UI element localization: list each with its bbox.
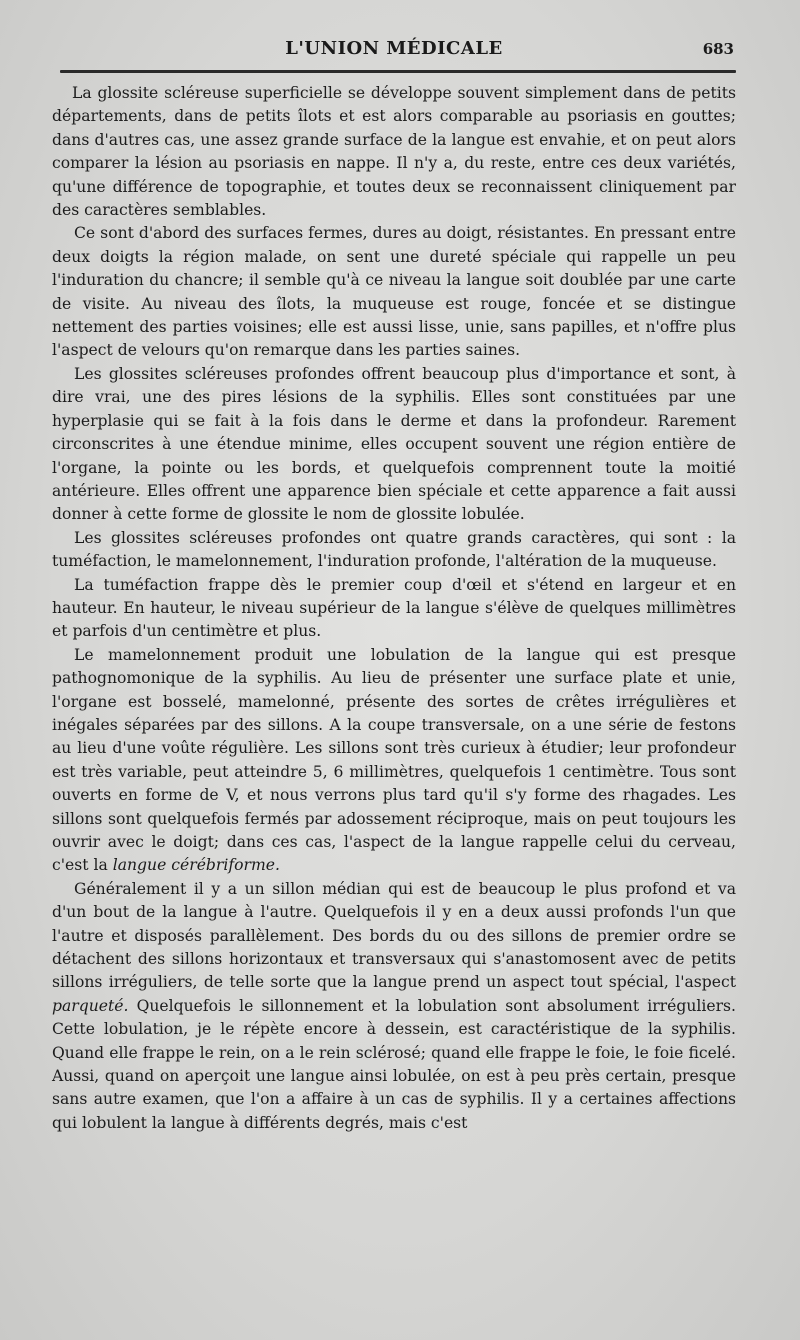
italic-langue-cerebriforme: langue cérébriforme. <box>112 856 280 875</box>
paragraph-7 <box>52 878 736 1135</box>
document-page <box>52 0 736 1340</box>
paragraph-5: La tuméfaction frappe dès le premier coup d'œil et s'étend en largeur et en hauteur. En hauteur, le niveau supérieur de la langue s'élève de quelques millimètres et parfois d'un centimètre et plus. <box>52 575 736 641</box>
paragraph-7-text: Généralement il y a un sillon médian qui est de beaucoup le plus profond et va d'un bout de la langue à l'autre. Quelquefois il y en a deux aussi profonds l'un que l'autre et disposés parallèlement. Des bords du ou des sillons de premier ordre se détachent des sillons horizontaux et transversaux qui s'anastomosent avec de petits sillons irréguliers, de telle sorte que la langue prend un aspect tout spécial, l'aspect <box>52 879 736 992</box>
paragraph-3: Les glossites scléreuses profondes offrent beaucoup plus d'importance et sont, à dire vrai, une des pires lésions de la syphilis. Elles sont constituées par une hyperplasie qui se fait à la fois dans le derme et dans la profondeur. Rarement circonscrites à une étendue minime, elles occupent souvent une région entière de l'organe, la pointe ou les bords, et quelquefois comprennent toute la moitié antérieure. Elles offrent une apparence bien spéciale et cette apparence a fait aussi donner à cette forme de glossite le nom de glossite lobulée. <box>52 364 736 524</box>
paragraph-4: Les glossites scléreuses profondes ont quatre grands caractères, qui sont : la tuméfaction, le mamelonnement, l'induration profonde, l'altération de la muqueuse. <box>52 528 736 571</box>
paragraph-6 <box>52 644 736 878</box>
paragraph-6-text: Le mamelonnement produit une lobulation de la langue qui est presque pathognomonique de la syphilis. Au lieu de présenter une surface plate et unie, l'organe est bosselé, mamelonné, présente des sortes de crêtes irrégulières et inégales séparées par des sillons. A la coupe transversale, on a une série de festons au lieu d'une voûte régulière. Les sillons sont très curieux à étudier; leur profondeur est très variable, peut atteindre 5, 6 millimètres, quelquefois 1 centimètre. Tous sont ouverts en forme de V, et nous verrons plus tard qu'il s'y forme des rhagades. Les sillons sont quelquefois fermés par adossement réciproque, mais on peut toujours les ouvrir avec le doigt; dans ces cas, l'aspect de la langue rappelle celui du cerveau, c'est la <box>52 645 736 875</box>
article-body <box>52 82 736 1135</box>
paragraph-1: La glossite scléreuse superficielle se développe souvent simplement dans de petits départements, dans de petits îlots et est alors comparable au psoriasis en gouttes; dans d'autres cas, une assez grande surface de la langue est envahie, et on peut alors comparer la lésion au psoriasis en nappe. Il n'y a, du reste, entre ces deux variétés, qu'une différence de topographie, et toutes deux se reconnaissent cliniquement par des caractères semblables. <box>52 84 736 220</box>
page-number: 683 <box>702 40 734 58</box>
journal-title: L'UNION MÉDICALE <box>285 38 503 59</box>
paragraph-2: Ce sont d'abord des surfaces fermes, dures au doigt, résistantes. En pressant entre deux doigts la région malade, on sent une dureté spéciale qui rappelle un peu l'induration du chancre; il semble qu'à ce niveau la langue soit doublée par une carte de visite. Au niveau des îlots, la muqueuse est rouge, foncée et se distingue nettement des parties voisines; elle est aussi lisse, unie, sans papilles, et n'offre plus l'aspect de velours qu'on remarque dans les parties saines. <box>52 224 736 360</box>
paragraph-7-continuation: Quelquefois le sillonnement et la lobulation sont absolument irréguliers. Cette lobulation, je le répète encore à dessein, est caractéristique de la syphilis. Quand elle frappe le rein, on a le rein sclérosé; quand elle frappe le foie, le foie ficelé. Aussi, quand on aperçoit une langue ainsi lobulée, on est à peu près certain, presque sans autre examen, que l'on a affaire à un cas de syphilis. Il y a certaines affections qui lobulent la langue à différents degrés, mais c'est <box>52 996 736 1132</box>
italic-parquete: parqueté. <box>52 996 129 1015</box>
running-header <box>52 38 736 62</box>
header-rule <box>60 70 736 73</box>
